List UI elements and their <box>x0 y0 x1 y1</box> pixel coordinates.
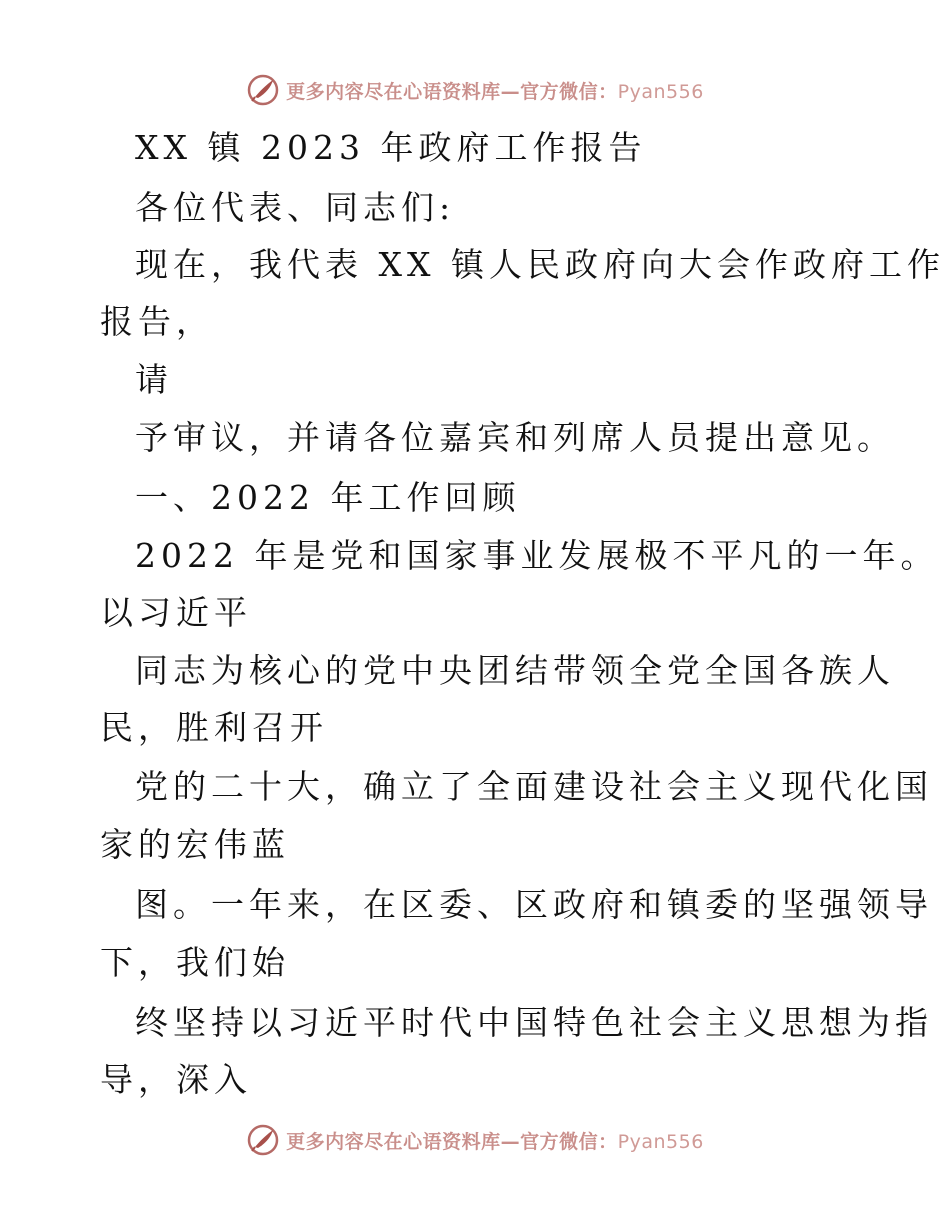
text-line: 图。一年来，在区委、区政府和镇委的坚强领导 <box>135 885 933 924</box>
text-line: 终坚持以习近平时代中国特色社会主义思想为指 <box>135 1003 933 1042</box>
text-line: 民，胜利召开 <box>100 708 328 747</box>
text-line: 2022 年是党和国家事业发展极不平凡的一年。 <box>135 536 939 575</box>
text-line: 同志为核心的党中央团结带领全党全国各族人 <box>135 651 895 690</box>
text-line: 以习近平 <box>100 593 252 632</box>
text-line: 报告， <box>100 302 214 341</box>
watermark-text: 更多内容尽在心语资料库—官方微信：Pyan556 <box>286 1130 704 1153</box>
text-line: 下，我们始 <box>100 943 290 982</box>
watermark-text: 更多内容尽在心语资料库—官方微信：Pyan556 <box>286 80 704 103</box>
greeting-line: 各位代表、同志们: <box>135 188 456 227</box>
text-line: 予审议，并请各位嘉宾和列席人员提出意见。 <box>135 418 895 457</box>
section-heading: 一、2022 年工作回顾 <box>135 478 521 517</box>
text-line: 请 <box>135 360 173 399</box>
text-line: 家的宏伟蓝 <box>100 825 290 864</box>
footer-watermark <box>0 1120 950 1160</box>
document-title: XX 镇 2023 年政府工作报告 <box>135 128 647 167</box>
text-line: 现在，我代表 XX 镇人民政府向大会作政府工作 <box>135 245 945 284</box>
text-line: 导，深入 <box>100 1060 252 1099</box>
text-line: 党的二十大，确立了全面建设社会主义现代化国 <box>135 767 933 806</box>
feather-pen-logo-icon <box>246 1123 280 1157</box>
